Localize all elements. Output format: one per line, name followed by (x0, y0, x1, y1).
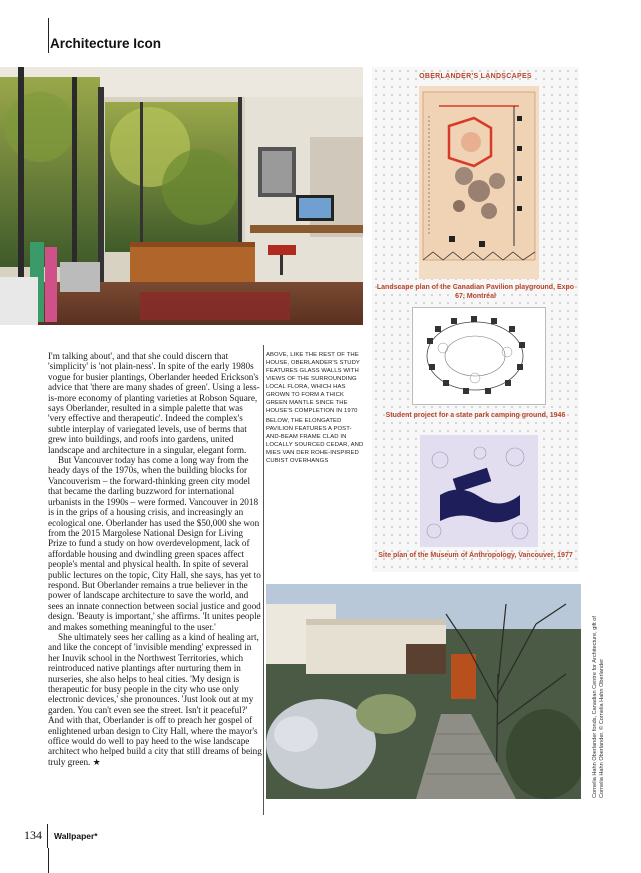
sidebar-caption-camping: Student project for a state park camping ground, 1946 (385, 412, 566, 419)
camping-ground-plan (412, 307, 546, 405)
pavilion-exterior-illustration (266, 584, 581, 799)
pavilion-exterior-photo (266, 584, 581, 799)
study-interior-photo (0, 67, 363, 325)
article-paragraph: I'm talking about', and that she could discern that 'simplicity' is 'not plain-ness'. In spite of the early 1980s vogue for busier plantings, Oberlander heeded Erickson's advice that 'there are many shades of green'. Using a less-is-more economy of planting varieties at Robson Square, says Oberlander, resulted in a simple palette that was 'very effective and therapeutic'. Indeed the complex's subtle interplay of variegated levels, use of berms that grew into buildings, and roofs into gardens, united landscape and architecture in a singular, elegant form. (48, 351, 260, 455)
footer-rule (47, 824, 48, 848)
caption-above: ABOVE, LIKE THE REST OF THE HOUSE, OBERLANDER'S STUDY FEATURES GLASS WALLS WITH VIEWS OF THE SURROUNDING LOCAL FLORA, WHICH HAS GROWN TO FORM A THICK GREEN MANTLE SINCE THE HOUSE'S COMPLETION IN 1970 (266, 352, 360, 414)
expo-playground-plan (419, 86, 539, 279)
header-rule (48, 18, 49, 53)
magazine-brand: Wallpaper* (54, 831, 98, 841)
caption-below: BELOW, THE ELONGATED PAVILION FEATURES A POST-AND-BEAM FRAME CLAD IN LOCALLY SOURCED CEDAR, AND MIES VAN DER ROHE-INSPIRED CUBIST OVERHANGS (266, 418, 364, 464)
camping-plan-drawing (413, 308, 546, 405)
expo-plan-drawing (419, 86, 539, 279)
photo-credit: Cornelia Hahn Oberlander fonds, Canadian Centre for Architecture, gift of Cornelia Hahn Oberlander. © Cornelia Hahn Oberlander (592, 616, 605, 798)
study-interior-illustration (0, 67, 363, 325)
article-body (48, 351, 262, 767)
landscapes-sidebar (372, 67, 579, 572)
section-title: Architecture Icon (50, 36, 162, 51)
sidebar-caption-expo: Landscape plan of the Canadian Pavilion playground, Expo 67, Montréal (376, 284, 575, 300)
sidebar-title: OBERLANDER'S LANDSCAPES (419, 73, 532, 80)
photo-captions (266, 351, 366, 467)
footer-vertical-rule (48, 848, 49, 873)
article-paragraph: She ultimately sees her calling as a kind of healing art, and like the concept of 'invisible mending' expressed in her Inuvik school in the Northwest Territories, which reintroduced native plantings after nurturing them in nurseries, she also helps to heal cities. 'My design is therapeutic for busy people in the city who use only electronic devices,' she pronounces. 'Just look out at my garden. You can't even see the street. Isn't it peaceful?' And with that, Oberlander is off to preach her gospel of enlightened urban design to City Hall, where the mayor's office would do well to pay heed to the wise landscape architect who helped build a city that still dreams of being truly green. ★ (48, 631, 262, 767)
article-paragraph: But Vancouver today has come a long way from the heady days of the 1970s, when the building blocks for Vancouverism – the forward-thinking green city model that became the darling buzzword for international urbanists in the 1990s – were formed. Vancouver in 2018 is in the grips of a housing crisis, and increasingly an ecological one. Oberlander has used the $50,000 she won from the 2015 Margolese National Design for Living Prize to fund a study on how overdevelopment, lack of affordable housing and dwindling green spaces affect people's mental and physical health. In spite of several public lectures on the topic, City Hall, she says, has yet to respond. But Oberlander remains a true believer in the power of landscape architecture to save the world, and sees an innate connection between social justice and good design. 'Beauty is important,' she affirms. 'It unites people and makes something meaningful to the user.' (48, 455, 261, 632)
museum-site-plan (420, 435, 538, 547)
column-divider (263, 345, 264, 815)
museum-plan-drawing (420, 435, 538, 547)
sidebar-caption-museum: Site plan of the Museum of Anthropology, Vancouver, 1977 (378, 552, 573, 559)
page-number: 134 (24, 828, 42, 842)
